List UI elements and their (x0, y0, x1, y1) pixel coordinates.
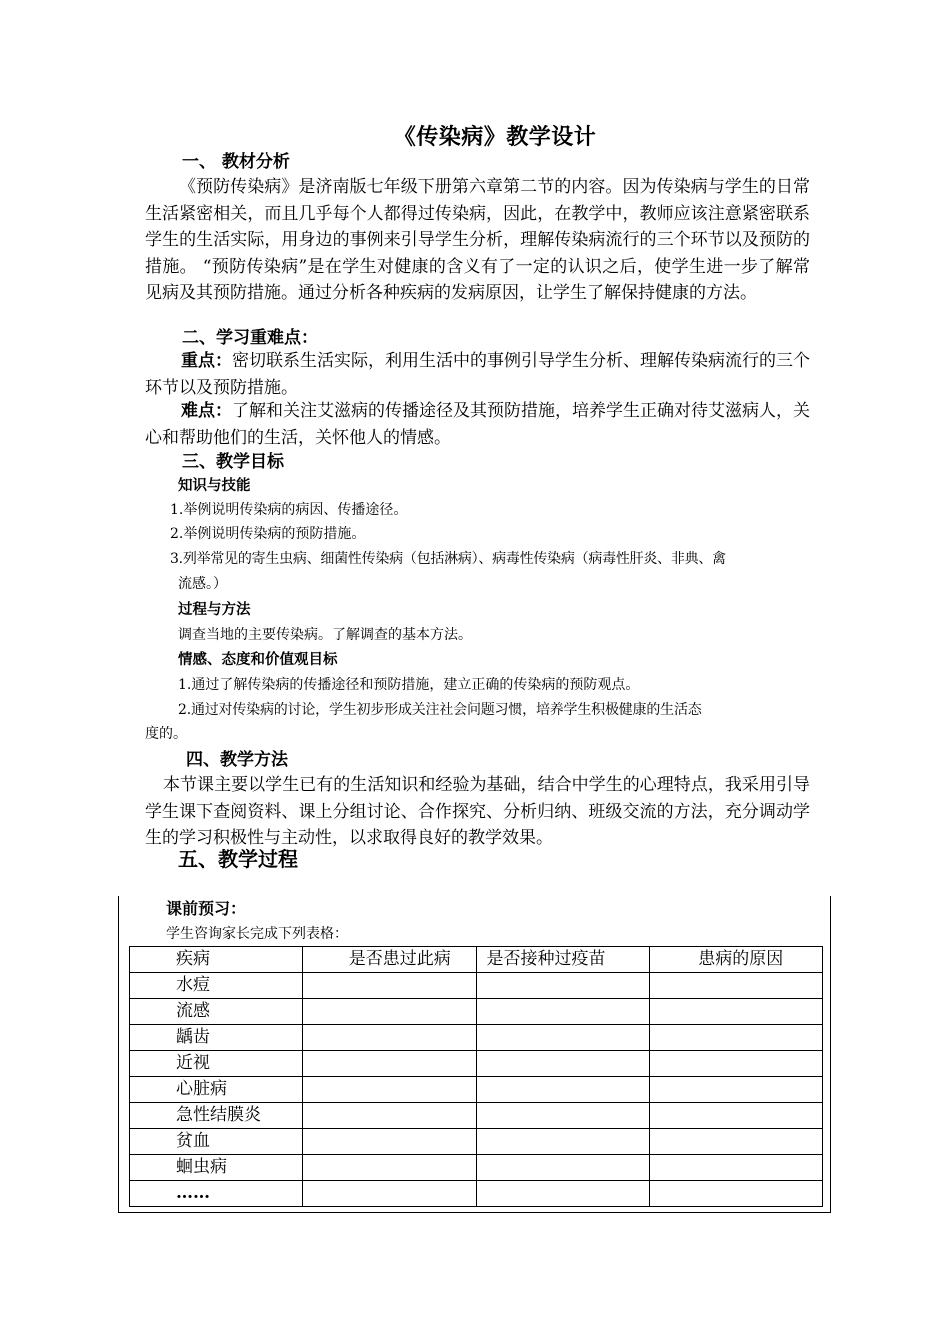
had-disease-cell (302, 999, 476, 1025)
table-row (130, 1051, 823, 1077)
disease-cell: 贫血 (130, 1129, 303, 1155)
goal-knowledge-item-1: 1.举例说明传染病的病因、传播途径。 (170, 502, 408, 518)
had-disease-cell (302, 1181, 476, 1207)
page-title: 《传染病》教学设计 (393, 124, 597, 150)
goal-emotion-item-1: 1.通过了解传染病的传播途径和预防措施，建立正确的传染病的预防观点。 (178, 677, 640, 693)
difficulty-text: 了解和关注艾滋病的传播途径及其预防措施，培养学生正确对待艾滋病人，关心和帮助他们的生活，关怀他人的情感。 (145, 401, 810, 448)
had-disease-cell (302, 1129, 476, 1155)
disease-cell: 龋齿 (130, 1025, 303, 1051)
cause-cell (650, 1051, 823, 1077)
section-heading-textbook-analysis: 一、 教材分析 (182, 152, 290, 172)
cause-cell (650, 1129, 823, 1155)
vaccinated-cell (476, 1103, 650, 1129)
difficulty-paragraph (145, 398, 810, 451)
goal-knowledge-heading: 知识与技能 (178, 477, 251, 494)
section-heading-teaching-goals: 三、教学目标 (182, 452, 284, 472)
header-disease: 疾病 (130, 947, 303, 973)
table-row (130, 1025, 823, 1051)
goal-process-heading: 过程与方法 (178, 601, 251, 618)
disease-cell: 急性结膜炎 (130, 1103, 303, 1129)
table-header-row (130, 947, 823, 973)
header-had-disease: 是否患过此病 (302, 947, 476, 973)
vaccinated-cell (476, 1025, 650, 1051)
cause-cell (650, 999, 823, 1025)
table-row (130, 973, 823, 999)
goal-knowledge-item-3-cont: 流感。） (178, 576, 227, 592)
table-row (130, 999, 823, 1025)
preview-instruction: 学生咨询家长完成下列表格： (166, 926, 348, 942)
goal-process-text: 调查当地的主要传染病。了解调查的基本方法。 (178, 627, 472, 643)
header-vaccinated: 是否接种过疫苗 (476, 947, 650, 973)
had-disease-cell (302, 1051, 476, 1077)
vaccinated-cell (476, 1077, 650, 1103)
difficulty-label: 难点： (181, 401, 232, 421)
table-row (130, 1181, 823, 1207)
disease-cell: …… (130, 1181, 303, 1207)
cause-cell (650, 1155, 823, 1181)
cause-cell (650, 1103, 823, 1129)
disease-cell: 蛔虫病 (130, 1155, 303, 1181)
cause-cell (650, 973, 823, 999)
disease-cell: 水痘 (130, 973, 303, 999)
cause-cell (650, 1181, 823, 1207)
teaching-methods-paragraph: 本节课主要以学生已有的生活知识和经验为基础，结合中学生的心理特点，我采用引导学生课下查阅资料、课上分组讨论、合作探究、分析归纳、班级交流的方法，充分调动学生的学习积极性与主动性，以求取得良好的教学效果。 (145, 775, 810, 848)
goal-emotion-heading: 情感、态度和价值观目标 (178, 651, 338, 668)
had-disease-cell (302, 973, 476, 999)
table-row (130, 1155, 823, 1181)
vaccinated-cell (476, 1129, 650, 1155)
had-disease-cell (302, 1155, 476, 1181)
disease-cell: 近视 (130, 1051, 303, 1077)
vaccinated-cell (476, 973, 650, 999)
had-disease-cell (302, 1103, 476, 1129)
vaccinated-cell (476, 1051, 650, 1077)
cause-cell (650, 1025, 823, 1051)
disease-cell: 流感 (130, 999, 303, 1025)
goal-knowledge-item-2: 2.举例说明传染病的预防措施。 (170, 526, 366, 542)
table-row (130, 1129, 823, 1155)
textbook-analysis-paragraph: 《预防传染病》是济南版七年级下册第六章第二节的内容。因为传染病与学生的日常生活紧密相关，而且几乎每个人都得过传染病，因此，在教学中，教师应该注意紧密联系学生的生活实际，用身边的事例来引导学生分析，理解传染病流行的三个环节以及预防的措施。 “预防传染病”是在学生对健康的含义有了一定的认识之后，使学生进一步了解常见病及其预防措施。通过分析各种疾病的发病原因，让学生了解保持健康的方法。 (145, 177, 810, 303)
disease-cell: 心脏病 (130, 1077, 303, 1103)
preview-heading: 课前预习： (166, 899, 247, 918)
section-heading-teaching-process: 五、教学过程 (178, 847, 298, 871)
vaccinated-cell (476, 1181, 650, 1207)
cause-cell (650, 1077, 823, 1103)
key-point-paragraph (145, 348, 810, 401)
had-disease-cell (302, 1077, 476, 1103)
section-heading-key-points: 二、学习重难点： (182, 328, 318, 348)
section-heading-teaching-methods: 四、教学方法 (186, 750, 288, 770)
vaccinated-cell (476, 999, 650, 1025)
header-cause: 患病的原因 (650, 947, 823, 973)
table-row (130, 1103, 823, 1129)
preview-survey-table (129, 946, 823, 1207)
goal-emotion-item-2-cont: 度的。 (145, 726, 187, 742)
vaccinated-cell (476, 1155, 650, 1181)
goal-knowledge-item-3: 3.列举常见的寄生虫病、细菌性传染病（包括淋病）、病毒性传染病（病毒性肝炎、非典、禽 (170, 551, 726, 567)
key-point-label: 重点： (181, 351, 232, 371)
table-row (130, 1077, 823, 1103)
had-disease-cell (302, 1025, 476, 1051)
goal-emotion-item-2: 2.通过对传染病的讨论，学生初步形成关注社会问题习惯，培养学生积极健康的生活态 (178, 702, 702, 718)
key-point-text: 密切联系生活实际，利用生活中的事例引导学生分析、理解传染病流行的三个环节以及预防措施。 (145, 351, 810, 398)
